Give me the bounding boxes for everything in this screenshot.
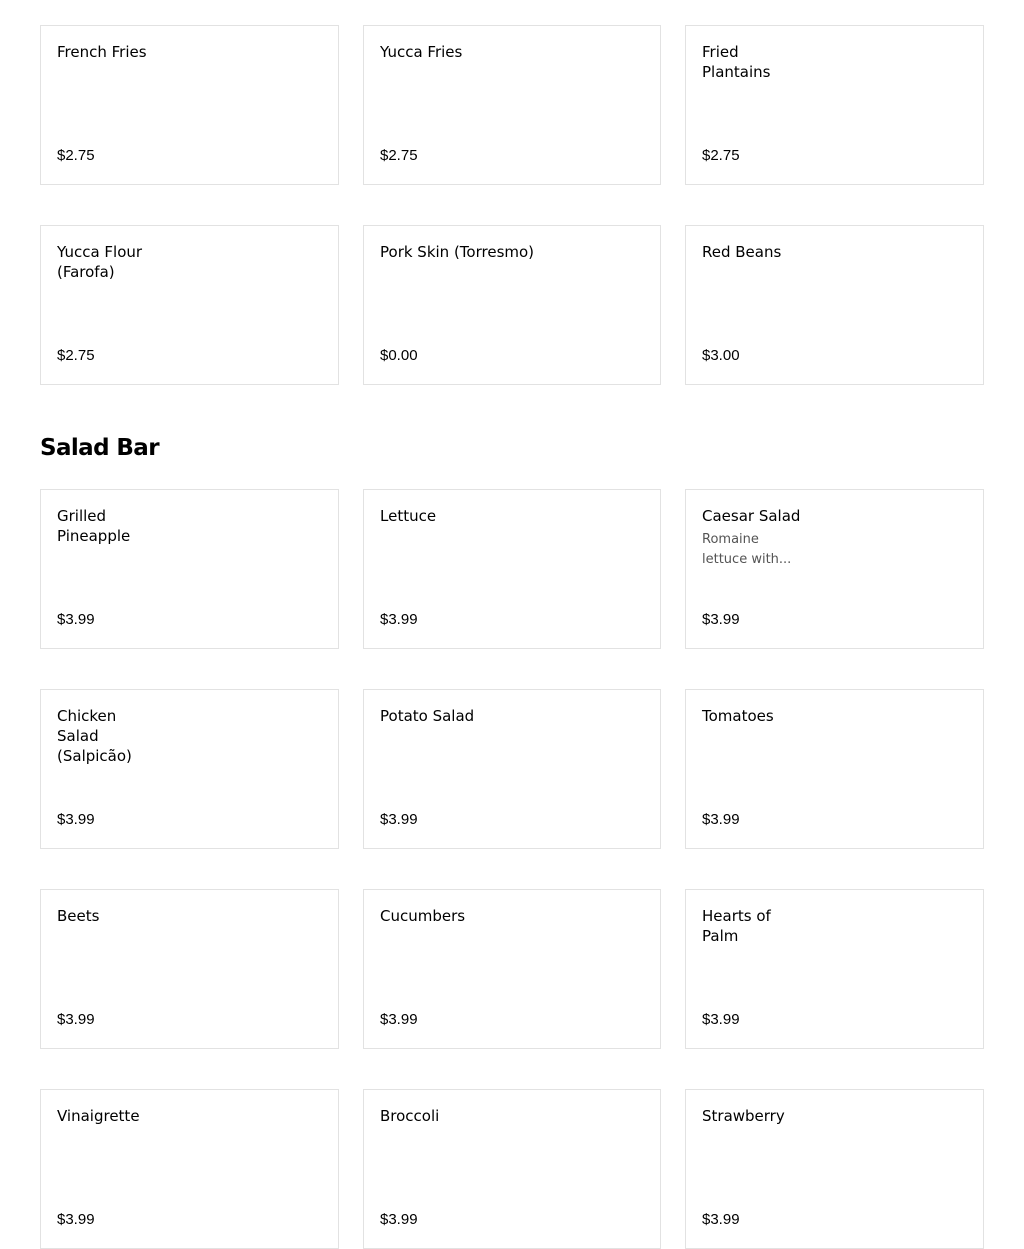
menu-item-card[interactable] <box>40 225 339 385</box>
menu-item-name: Chicken Salad (Salpicão) <box>57 707 132 765</box>
menu-item-card[interactable] <box>685 689 984 849</box>
menu-item-price: $3.99 <box>702 1011 740 1028</box>
menu-item-name-text: Caesar Salad <box>702 507 801 525</box>
menu-item-name: Cucumbers <box>380 907 466 925</box>
menu-item-price: $3.99 <box>702 811 740 828</box>
menu-item-card[interactable] <box>363 489 661 649</box>
menu-item-card[interactable] <box>40 689 339 849</box>
menu-item-name: Fried Plantains <box>702 43 771 81</box>
menu-item-price: $3.99 <box>57 1011 95 1028</box>
menu-item-card[interactable] <box>685 889 984 1049</box>
menu-item-price: $3.99 <box>702 1211 740 1228</box>
menu-item-name: Hearts of Palm <box>702 907 771 945</box>
menu-item-price: $0.00 <box>380 347 418 364</box>
menu-item-price: $3.99 <box>57 1211 95 1228</box>
menu-item-name: Potato Salad <box>380 707 475 725</box>
menu-item-card[interactable] <box>363 1089 661 1249</box>
menu-item-price: $3.99 <box>702 611 740 628</box>
menu-item-name: French Fries <box>57 43 147 61</box>
menu-item-card[interactable] <box>40 489 339 649</box>
menu-item-price: $3.99 <box>380 1011 418 1028</box>
menu-item-price: $3.99 <box>380 611 418 628</box>
section-title-salad-bar: Salad Bar <box>40 435 159 461</box>
menu-item-name: Grilled Pineapple <box>57 507 131 545</box>
menu-item-price: $3.99 <box>57 611 95 628</box>
menu-item-price: $2.75 <box>380 147 418 164</box>
menu-item-name: Pork Skin (Torresmo) <box>380 243 535 261</box>
menu-item-price: $2.75 <box>57 147 95 164</box>
menu-item-name: Broccoli <box>380 1107 440 1125</box>
menu-item-card[interactable] <box>363 889 661 1049</box>
menu-item-name: Red Beans <box>702 243 782 261</box>
menu-item-card[interactable] <box>363 25 661 185</box>
menu-item-name: Beets <box>57 907 100 925</box>
menu-item-name <box>702 506 942 570</box>
menu-item-name: Yucca Fries <box>380 43 463 61</box>
sides-grid <box>40 25 984 385</box>
menu-item-name: Strawberry <box>702 1107 785 1125</box>
salad-bar-grid <box>40 489 984 1249</box>
menu-item-price: $3.99 <box>380 1211 418 1228</box>
menu-item-name: Tomatoes <box>702 707 774 725</box>
menu-item-price: $2.75 <box>702 147 740 164</box>
menu-item-price: $3.99 <box>380 811 418 828</box>
menu-item-price: $2.75 <box>57 347 95 364</box>
menu-item-card[interactable] <box>685 489 984 649</box>
menu-item-name: Yucca Flour (Farofa) <box>57 243 143 281</box>
menu-item-card[interactable] <box>363 225 661 385</box>
menu-item-card[interactable] <box>685 225 984 385</box>
menu-item-card[interactable] <box>685 25 984 185</box>
menu-item-card[interactable] <box>40 889 339 1049</box>
menu-item-card[interactable] <box>685 1089 984 1249</box>
menu-item-card[interactable] <box>40 1089 339 1249</box>
menu-item-card[interactable] <box>40 25 339 185</box>
menu-item-price: $3.99 <box>57 811 95 828</box>
menu-item-description: Romaine lettuce with... <box>702 532 792 567</box>
menu-item-price: $3.00 <box>702 347 740 364</box>
menu-item-name: Vinaigrette <box>57 1107 140 1125</box>
menu-item-name: Lettuce <box>380 507 437 525</box>
menu-item-card[interactable] <box>363 689 661 849</box>
